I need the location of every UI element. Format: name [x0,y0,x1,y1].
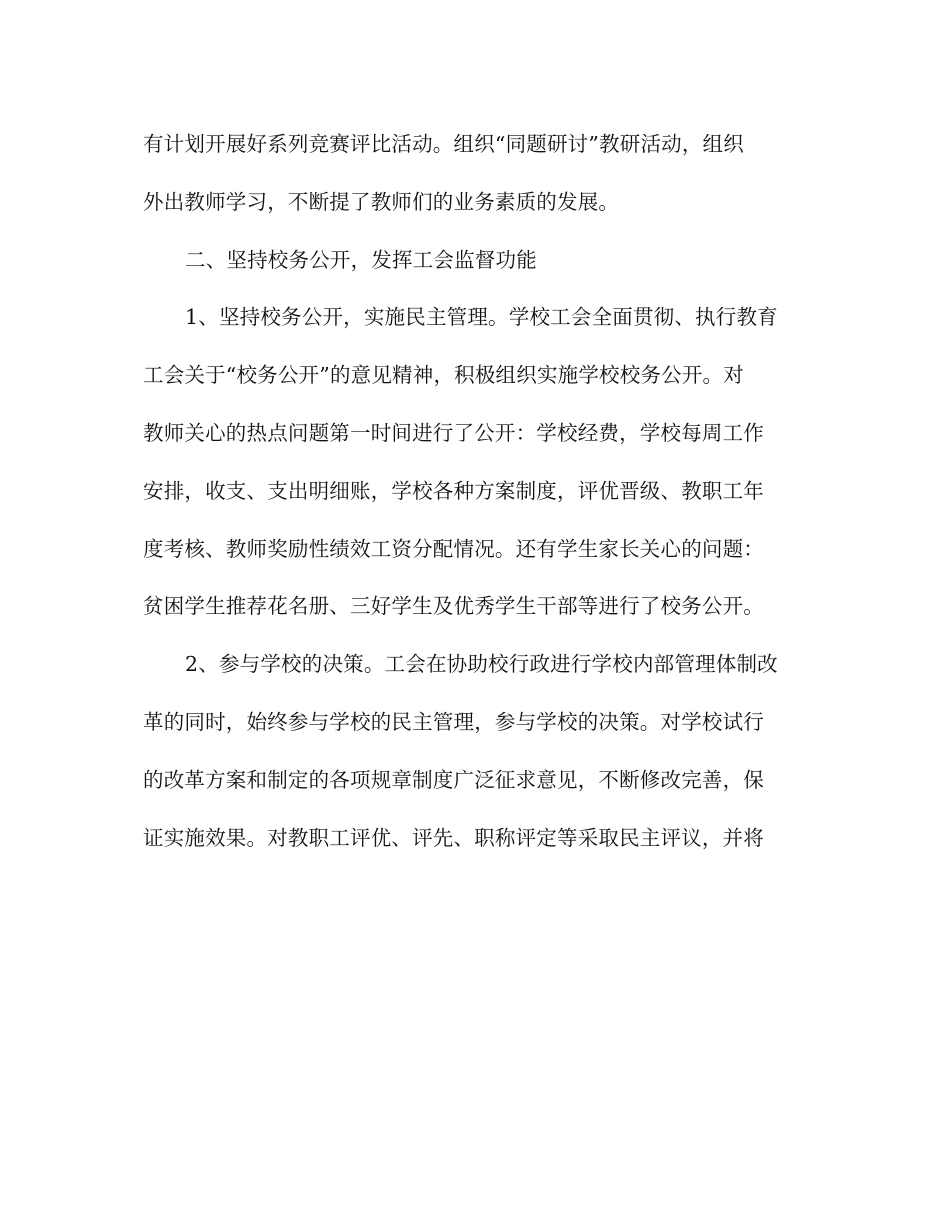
paragraph-line: 安排，收支、支出明细账，学校各种方案制度，评优晋级、教职工年 [143,478,764,503]
paragraph-line: 2、参与学校的决策。工会在协助校行政进行学校内部管理体制改 [185,652,778,677]
paragraph-line: 贫困学生推荐花名册、三好学生及优秀学生干部等进行了校务公开。 [143,594,764,619]
body-text [143,120,807,871]
paragraph-line: 工会关于“校务公开”的意见精神，积极组织实施学校校务公开。对 [143,363,744,388]
paragraph-line: 证实施效果。对教职工评优、评先、职称评定等采取民主评议，并将 [143,825,764,850]
paragraph-line: 的改革方案和制定的各项规章制度广泛征求意见，不断修改完善，保 [143,767,764,792]
section-heading: 二、坚持校务公开，发挥工会监督功能 [185,247,537,272]
paragraph-line: 教师关心的热点问题第一时间进行了公开：学校经费，学校每周工作 [143,420,764,445]
paragraph-line: 外出教师学习，不断提了教师们的业务素质的发展。 [143,189,620,214]
paragraph-line: 度考核、教师奖励性绩效工资分配情况。还有学生家长关心的问题： [143,536,764,561]
paragraph-line: 革的同时，始终参与学校的民主管理，参与学校的决策。对学校试行 [143,709,764,734]
paragraph-line: 1、坚持校务公开，实施民主管理。学校工会全面贯彻、执行教育 [185,305,778,330]
paragraph-line: 有计划开展好系列竞赛评比活动。组织“同题研讨”教研活动，组织 [143,132,744,156]
